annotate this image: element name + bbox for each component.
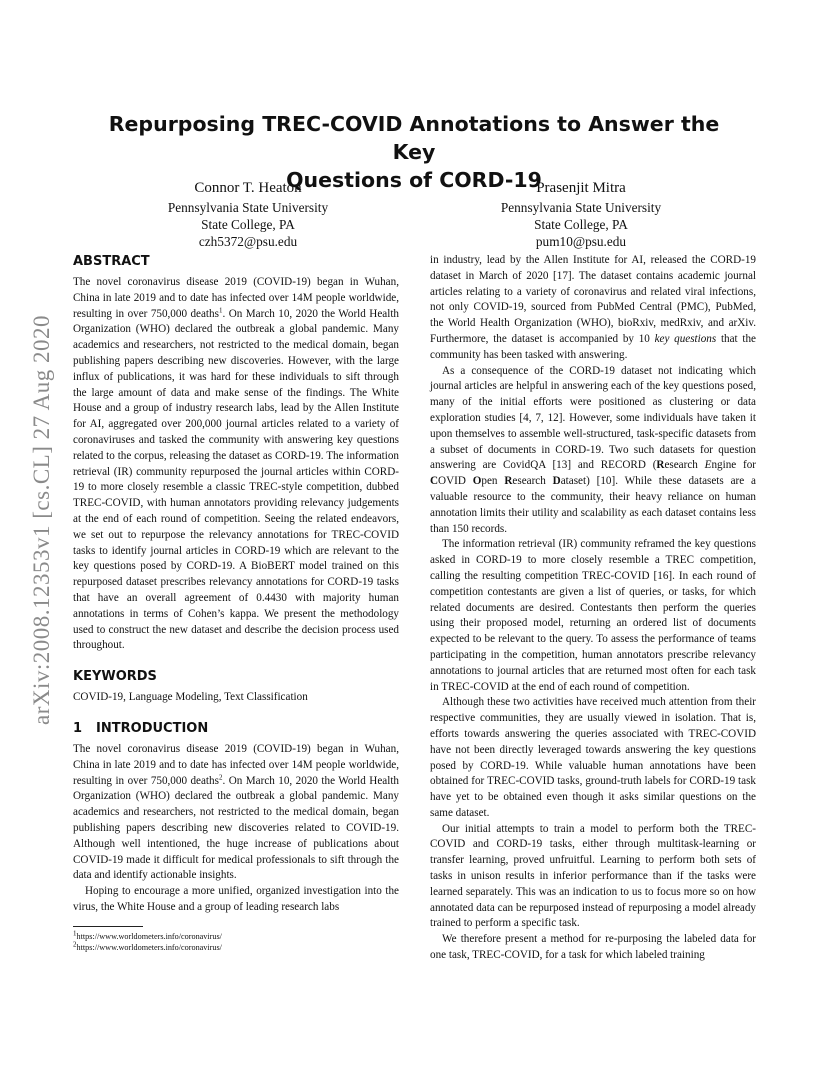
intro-heading <box>73 720 399 738</box>
arxiv-stamp-text: arXiv:2008.12353v1 [cs.CL] 27 Aug 2020 <box>29 315 54 725</box>
author-affiliation: Pennsylvania State University <box>167 200 329 215</box>
right-paragraph-6: We therefore present a method for re-purposing the labeled data for one task, TREC-COVID, for a task for which labeled training <box>430 933 756 962</box>
keywords-heading: KEYWORDS <box>73 669 157 685</box>
footnote-rule <box>73 926 143 927</box>
abstract-heading: ABSTRACT <box>73 254 150 269</box>
footnote-mark: 2 <box>218 772 223 781</box>
author-location: State College, PA <box>201 217 295 232</box>
author-location: State College, PA <box>534 217 628 232</box>
author-block-1 <box>128 178 368 250</box>
right-paragraph-1: in industry, lead by the Allen Institute for AI, released the CORD-19 dataset in March of 2020 [17]. The dataset contains academic journal articles relating to a variety of coronavirus and related viral infections, not only COVID-19, sourced from PubMed Central (PMC), PubMed, the World Health Organization (WHO), bioRxiv, medRxiv, and arXiv. Furthermore, the dataset is accompanied by 10 key questions that the community has been tasked with answering. <box>430 254 756 361</box>
left-column <box>73 253 399 953</box>
section-title: INTRODUCTION <box>96 720 209 736</box>
intro-paragraph-1: The novel coronavirus disease 2019 (COVID-19) began in Wuhan, China in late 2019 and to date has infected over 14M people worldwide, resulting in over 750,000 deaths$^2$. On March 10, 2020 the World Health Organization (WHO) declared the outbreak a global pandemic. Many academics and researchers, not restricted to the medical domain, began publishing papers describing new discoveries related to COVID-19. Although well intentioned, the huge increase of publications about COVID-19 made it difficult for medical professionals to sift through the data and identify actionable insights. <box>73 742 399 882</box>
intro-paragraph-2: Hoping to encourage a more unified, organized investigation into the virus, the White House and a group of leading research labs <box>73 885 399 913</box>
right-paragraph-3: The information retrieval (IR) community reframed the key questions asked in CORD-19 to more closely resemble a TREC competition, calling the resulting competition TREC-COVID [16]. In each round of competition contestants are given a list of queries, or tasks, for which related documents are desired. Contestants then perform the queries using their proposed model, returning an ordered list of documents expected to be relevant to the query. To assess the performance of teams participating in the competition, human annotators prescribe relevancy annotations to journal articles that are returned most often for each task in TREC-COVID at the end of each round of competition. <box>430 538 756 693</box>
author-email: czh5372@psu.edu <box>198 234 298 249</box>
footnote-1: $^1$https://www.worldometers.info/coronavirus/ <box>73 928 222 941</box>
right-column <box>430 253 756 964</box>
right-paragraph-2: As a consequence of the CORD-19 dataset not indicating which journal articles are helpful in answering each of the key questions posed, many of the initial efforts were positioned as clustering or data exploration studies [4, 7, 12]. However, some individuals have taken it upon themselves to assemble well-structured, task-specific datasets from a subset of documents in CORD-19. Two such datasets for question answering are CovidQA [13] and RECORD (Research Engine for COVID Open Research Dataset) [10]. While these datasets are a valuable resource to the community, their heavy reliance on human annotation limits their utility and scalability as each dataset contains less than 150 records. <box>430 364 757 535</box>
right-paragraph-4: Although these two activities have received much attention from their respective communities, they are usually viewed in isolation. That is, efforts towards answering the queries associated with TREC-COVID have not been directly leveraged towards answering the key questions posed by CORD-19. While valuable human annotations have been obtained for TREC-COVID tasks, ground-truth labels for CORD-19 task have yet to be obtained even though it asks similar questions on the same dataset. <box>430 696 756 819</box>
section-number: 1 <box>73 720 83 736</box>
author-email: pum10@psu.edu <box>535 234 627 249</box>
author-block-2 <box>461 178 701 250</box>
arxiv-stamp <box>22 280 62 760</box>
title-line-2: Questions of CORD-19 <box>286 168 542 192</box>
author-name: Connor T. Heaton <box>194 180 302 196</box>
footnote-2: $^2$https://www.worldometers.info/coronavirus/ <box>73 939 222 952</box>
footnote-mark: 1 <box>218 305 223 314</box>
author-affiliation: Pennsylvania State University <box>500 200 662 215</box>
author-name: Prasenjit Mitra <box>536 180 626 196</box>
title-line-1: Repurposing TREC-COVID Annotations to Answer the Key <box>108 112 720 164</box>
abstract-text: The novel coronavirus disease 2019 (COVID-19) began in Wuhan, China in late 2019 and to date has infected over 14M people worldwide, resulting in over 750,000 deaths$^1$. On March 10, 2020 the World Health Organization (WHO) declared the outbreak a global pandemic. Many academics and researchers, not restricted to the medical domain, began publishing papers describing new discoveries. However, with the large influx of publications, it was hard for these individuals to sift through the large amount of data and make sense of the findings. The White House and a group of industry research labs, lead by the Allen Institute for AI, aggregated over 200,000 journal articles related to a variety of coronaviruses and tasked the community with answering key questions related to the corpus, releasing the dataset as CORD-19. The information retrieval (IR) community repurposed the journal articles within CORD-19 to more closely resemble a classic TREC-style competition, dubbed TREC-COVID, with human annotators providing relevancy judgements at the end of each round of competition. Seeing the related endeavors, we set out to repurpose the relevancy annotations for TREC-COVID tasks to identify journal articles in CORD-19 which are relevant to the key questions posed by CORD-19. A BioBERT model trained on this repurposed dataset prescribes relevancy annotations for CORD-19 tasks that have an overall agreement of 0.4430 with majority human annotations in terms of Cohen’s kappa. We present the methodology used to construct the new dataset and describe the decision process used throughout. <box>73 276 399 652</box>
keywords-text: COVID-19, Language Modeling, Text Classification <box>73 691 308 704</box>
right-paragraph-5: Our initial attempts to train a model to perform both the TREC-COVID and CORD-19 tasks, either through multitask-learning or transfer learning, proved unfruitful. Learning to perform both sets of tasks in unison results in inferior performance than if the tasks were learned separately. This was an indication to us to focus more so on how annotated data can be repurposed instead of repurposing a model already trained to perform a specific task. <box>430 822 756 930</box>
